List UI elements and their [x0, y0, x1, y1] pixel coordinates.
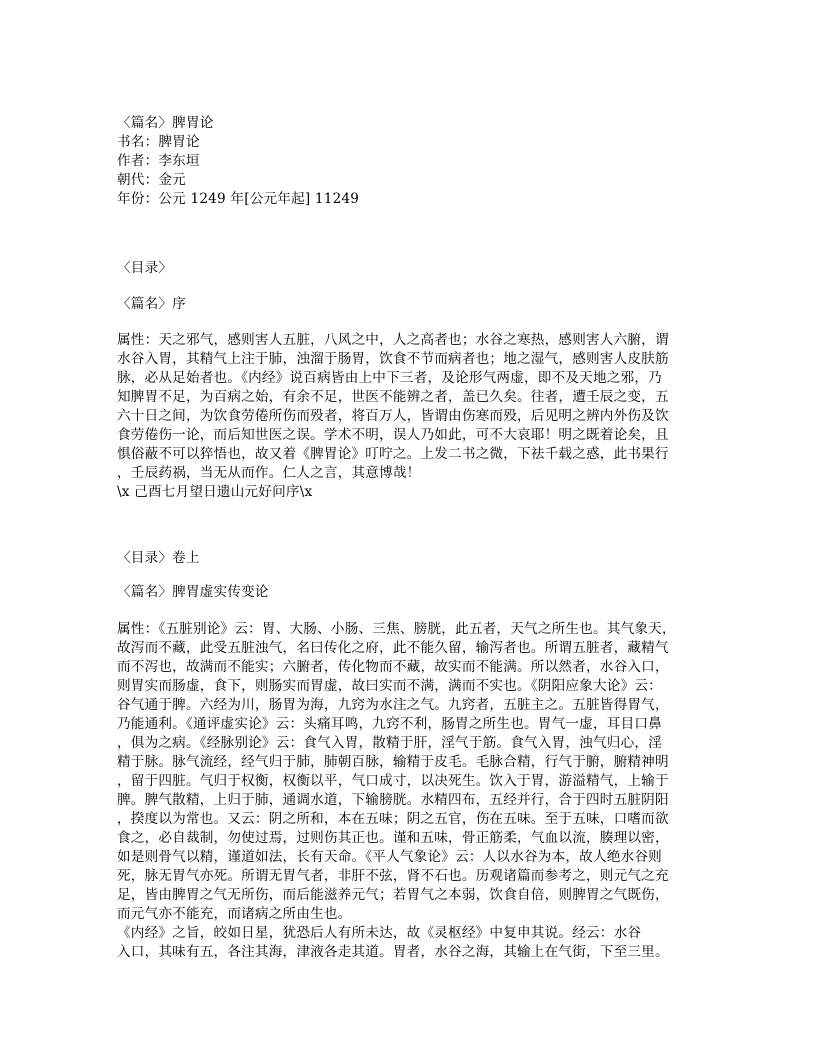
book-name: 书名：脾胃论	[117, 134, 200, 150]
text-line: ，俱为之病。《经脉别论》云：食气入胃，散精于肝，淫气于筋。食气入胃，浊气归心，淫	[117, 735, 662, 751]
text-line: 惧俗蔽不可以猝悟也，故又着《脾胃论》叮咛之。上发二书之微，下祛千载之惑，此书果行	[117, 446, 669, 462]
text-line: 足，皆由脾胃之气无所伤，而后能滋养元气；若胃气之本弱，饮食自倍，则脾胃之气既伤，	[117, 887, 669, 903]
year: 年份：公元 1249 年[公元年起] 11249	[117, 191, 360, 207]
text-line: 乃能通利。《通评虚实论》云：头痛耳鸣，九窍不利，肠胃之所生也。胃气一虚，耳目口鼻	[117, 716, 662, 732]
text-line: ，揆度以为常也。又云：阴之所和，本在五味；阴之五官，伤在五味。至于五味，口嗜而欲	[117, 811, 669, 827]
toc-heading-volume-1: 〈目录〉卷上	[117, 550, 200, 566]
text-line: \x 己酉七月望日遗山元好问序\x	[117, 484, 313, 500]
text-line: 而不泻也，故满而不能实；六腑者，传化物而不藏，故实而不能满。所以然者，水谷入口，	[117, 659, 669, 675]
text-line: 属性：《五脏别论》云：胃、大肠、小肠、三焦、膀胱，此五者，天气之所生也。其气象天，	[117, 621, 676, 637]
text-line: 入口，其味有五，各注其海，津液各走其道。胃者，水谷之海，其输上在气街，下至三里。	[117, 944, 669, 960]
section-title-spleen-stomach: 〈篇名〉脾胃虚实传变论	[117, 584, 269, 600]
text-line: 脾。脾气散精，上归于肺，通调水道，下输膀胱。水精四布，五经并行，合于四时五脏阴阳	[117, 792, 669, 808]
text-line: 属性：天之邪气，感则害人五脏，八风之中，人之高者也；水谷之寒热，感则害人六腑，谓	[117, 332, 669, 348]
section-title-preface: 〈篇名〉序	[117, 296, 186, 312]
text-line: 水谷入胃，其精气上注于肺，浊溜于肠胃，饮食不节而病者也；地之湿气，感则害人皮肤筋	[117, 351, 669, 367]
text-line: 六十日之间，为饮食劳倦所伤而殁者，将百万人，皆谓由伤寒而殁，后见明之辨内外伤及饮	[117, 408, 669, 424]
text-line: 如是则骨气以精，谨道如法，长有天命。《平人气象论》云：人以水谷为本，故人绝水谷则	[117, 849, 662, 865]
text-line: ，壬辰药祸，当无从而作。仁人之言，其意博哉！	[117, 465, 421, 481]
dynasty: 朝代：金元	[117, 172, 186, 188]
text-line: 脉，必从足始者也。《内经》说百病皆由上中下三者，及论形气两虚，即不及天地之邪，乃	[117, 370, 662, 386]
author: 作者：李东垣	[117, 153, 200, 169]
text-line: 知脾胃不足，为百病之始，有余不足，世医不能辨之者，盖已久矣。往者，遭壬辰之变，五	[117, 389, 669, 405]
text-line: 而元气亦不能充，而诸病之所由生也。	[117, 906, 352, 922]
text-line: 精于脉。脉气流经，经气归于肺，肺朝百脉，输精于皮毛。毛脉合精，行气于腑，腑精神明	[117, 754, 669, 770]
toc-heading: 〈目录〉	[117, 260, 173, 276]
text-line: ，留于四脏。气归于权衡，权衡以平，气口成寸，以决死生。饮入于胃，游溢精气，上输于	[117, 773, 669, 789]
text-line: 食劳倦伤一论，而后知世医之误。学术不明，误人乃如此，可不大哀耶！明之既着论矣，且	[117, 427, 669, 443]
text-line: 死，脉无胃气亦死。所谓无胃气者，非肝不弦，肾不石也。历观诸篇而参考之，则元气之充	[117, 868, 669, 884]
text-line: 故泻而不藏，此受五脏浊气，名曰传化之府，此不能久留，输泻者也。所谓五脏者，藏精气	[117, 640, 669, 656]
text-line: 谷气通于脾。六经为川，肠胃为海，九窍为水注之气。九窍者，五脏主之。五脏皆得胃气，	[117, 697, 669, 713]
text-line: 《内经》之旨，皎如日星，犹恐后人有所未达，故《灵枢经》中复申其说。经云：水谷	[117, 925, 642, 941]
article-title: 〈篇名〉脾胃论	[117, 115, 214, 131]
text-line: 食之，必自裁制，勿使过焉，过则伤其正也。谨和五味，骨正筋柔，气血以流，腠理以密，	[117, 830, 669, 846]
text-line: 则胃实而肠虚，食下，则肠实而胃虚，故曰实而不满，满而不实也。《阴阳应象大论》云：	[117, 678, 662, 694]
